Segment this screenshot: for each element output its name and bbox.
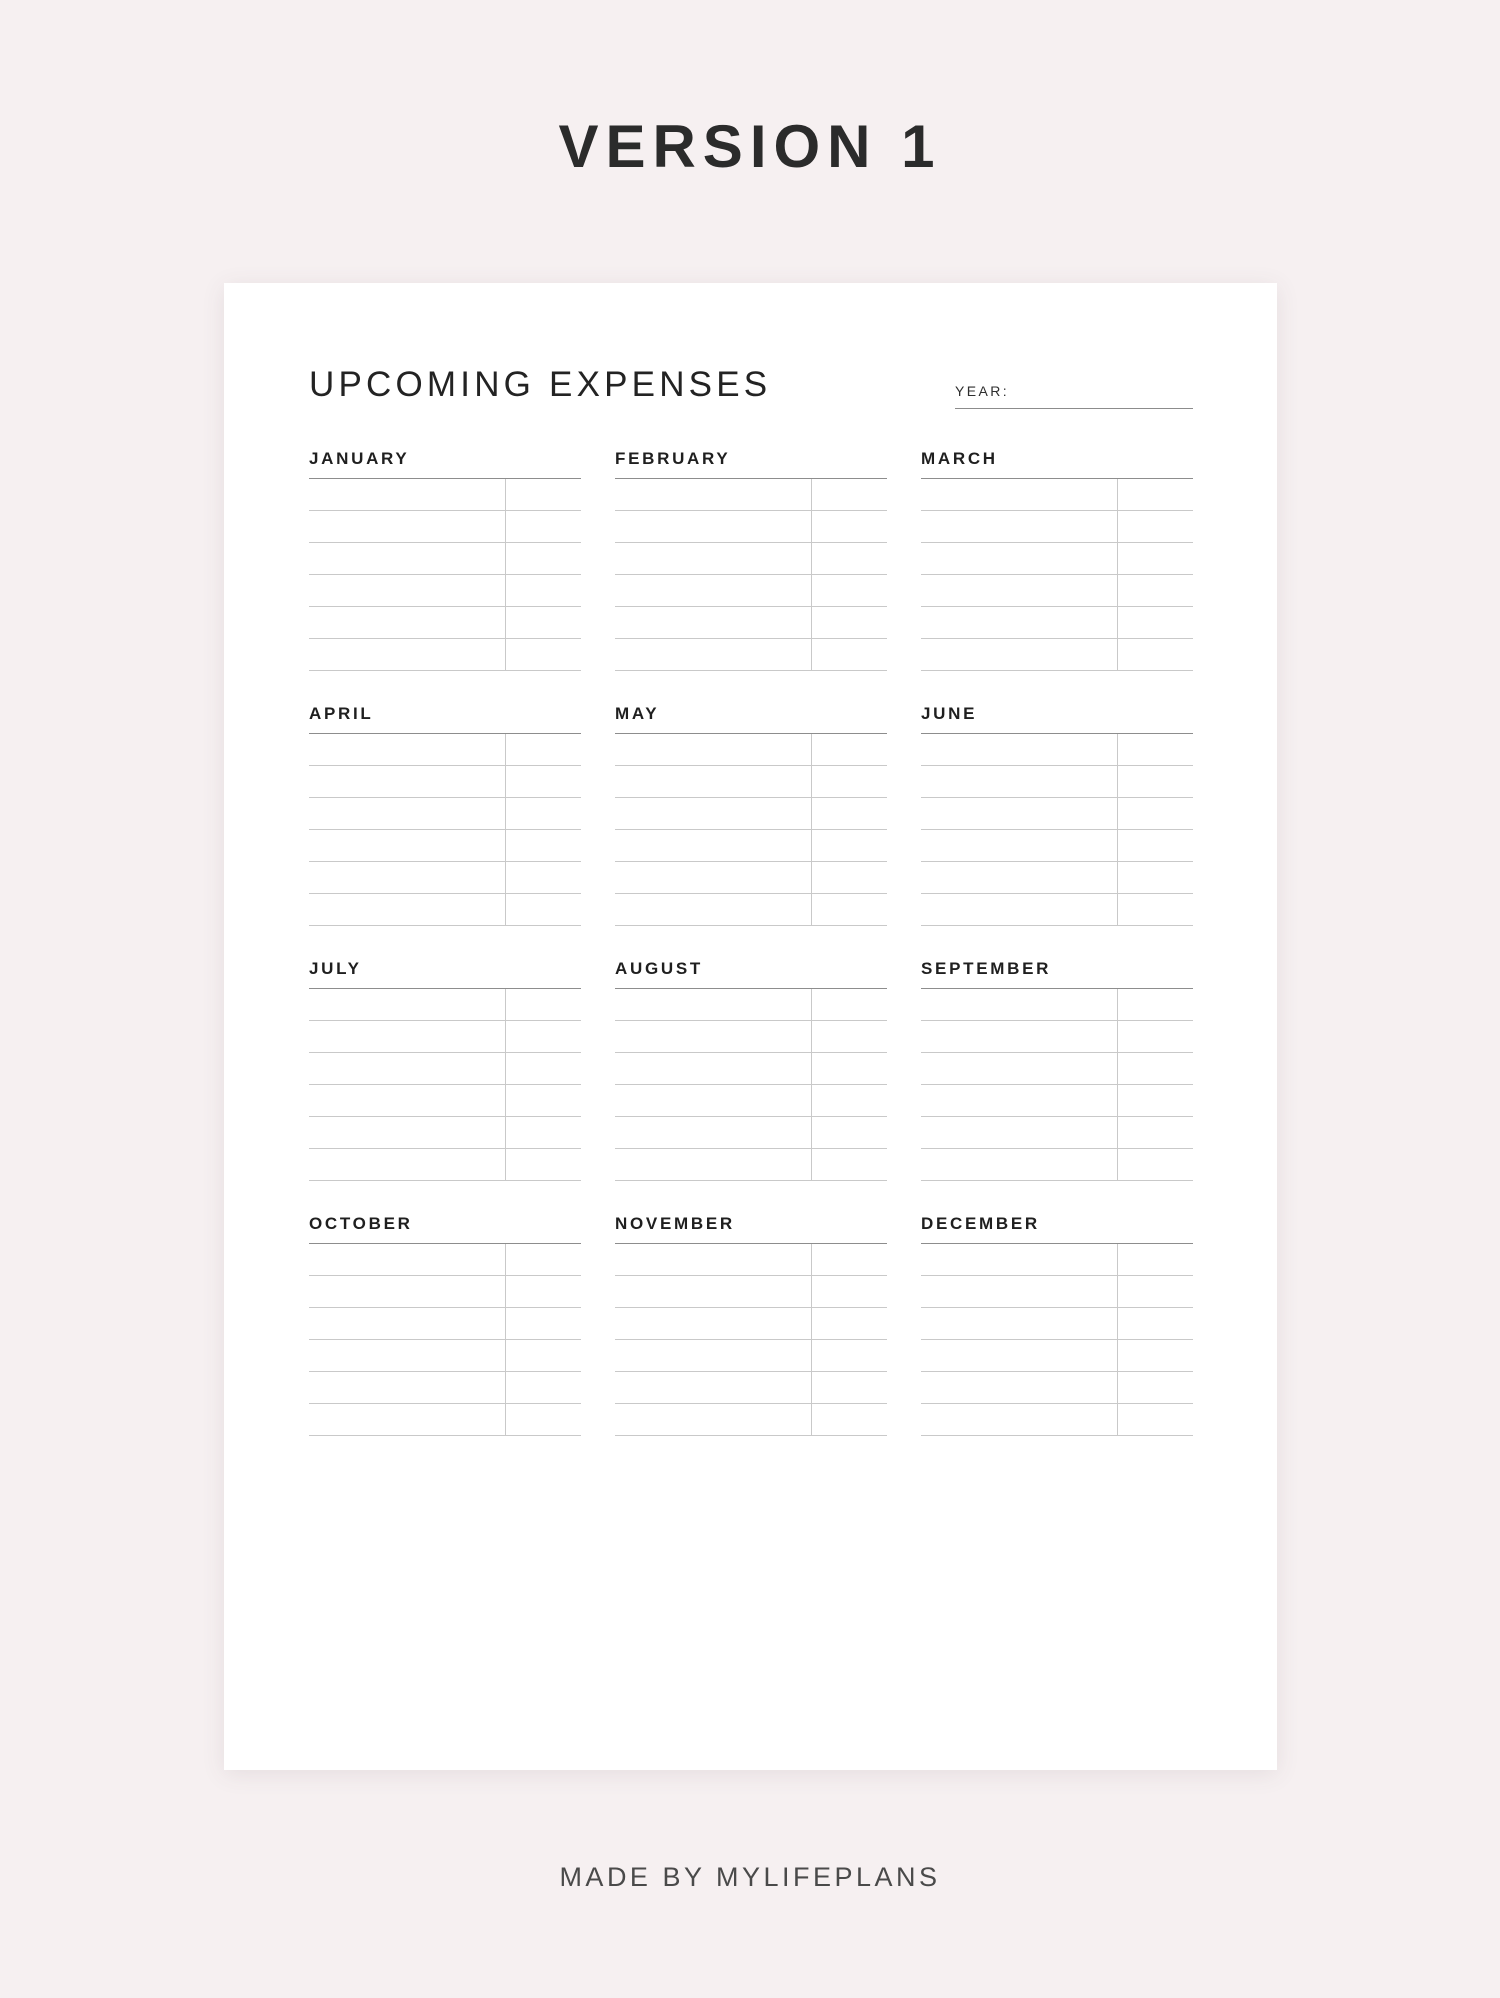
table-row bbox=[309, 1308, 581, 1340]
document-title: UPCOMING EXPENSES bbox=[309, 365, 772, 404]
year-field[interactable] bbox=[955, 383, 1193, 409]
expense-description-cell[interactable] bbox=[615, 1340, 811, 1372]
expense-description-cell[interactable] bbox=[309, 830, 505, 862]
table-row bbox=[309, 1053, 581, 1085]
expense-amount-cell[interactable] bbox=[811, 734, 887, 766]
expense-description-cell[interactable] bbox=[615, 1053, 811, 1085]
table-row bbox=[615, 575, 887, 607]
expense-amount-cell[interactable] bbox=[811, 607, 887, 639]
expense-amount-cell[interactable] bbox=[505, 894, 581, 926]
table-row bbox=[615, 989, 887, 1021]
expense-amount-cell[interactable] bbox=[505, 1149, 581, 1181]
expense-amount-cell[interactable] bbox=[505, 607, 581, 639]
month-entry-table[interactable] bbox=[615, 733, 887, 926]
expense-description-cell[interactable] bbox=[309, 1021, 505, 1053]
expense-amount-cell[interactable] bbox=[505, 1404, 581, 1436]
expense-description-cell[interactable] bbox=[309, 543, 505, 575]
month-block-july bbox=[309, 959, 581, 1181]
expense-description-cell[interactable] bbox=[921, 543, 1117, 575]
table-row bbox=[615, 1308, 887, 1340]
month-label: APRIL bbox=[309, 704, 374, 723]
expense-description-cell[interactable] bbox=[615, 798, 811, 830]
expense-description-cell[interactable] bbox=[309, 1117, 505, 1149]
expense-amount-cell[interactable] bbox=[1117, 543, 1193, 575]
expense-description-cell[interactable] bbox=[615, 1404, 811, 1436]
table-row bbox=[309, 862, 581, 894]
table-row bbox=[615, 543, 887, 575]
expense-description-cell[interactable] bbox=[309, 511, 505, 543]
expense-description-cell[interactable] bbox=[921, 639, 1117, 671]
expense-description-cell[interactable] bbox=[309, 1244, 505, 1276]
table-row bbox=[615, 862, 887, 894]
expense-description-cell[interactable] bbox=[309, 639, 505, 671]
expense-description-cell[interactable] bbox=[615, 1308, 811, 1340]
expense-description-cell[interactable] bbox=[309, 1053, 505, 1085]
month-entry-table[interactable] bbox=[615, 478, 887, 671]
expense-amount-cell[interactable] bbox=[811, 894, 887, 926]
expense-amount-cell[interactable] bbox=[505, 1021, 581, 1053]
month-entry-table[interactable] bbox=[309, 733, 581, 926]
expense-amount-cell[interactable] bbox=[1117, 511, 1193, 543]
expense-amount-cell[interactable] bbox=[811, 1404, 887, 1436]
table-row bbox=[921, 734, 1193, 766]
month-block-january bbox=[309, 449, 581, 671]
month-entry-table[interactable] bbox=[309, 478, 581, 671]
expense-description-cell[interactable] bbox=[309, 989, 505, 1021]
table-row bbox=[615, 479, 887, 511]
expense-description-cell[interactable] bbox=[921, 1085, 1117, 1117]
table-row bbox=[921, 1244, 1193, 1276]
expense-description-cell[interactable] bbox=[921, 1117, 1117, 1149]
table-row bbox=[921, 1308, 1193, 1340]
expense-description-cell[interactable] bbox=[615, 639, 811, 671]
table-row bbox=[615, 1085, 887, 1117]
expense-amount-cell[interactable] bbox=[1117, 1308, 1193, 1340]
table-row bbox=[615, 1117, 887, 1149]
month-label: NOVEMBER bbox=[615, 1214, 735, 1233]
expense-amount-cell[interactable] bbox=[1117, 639, 1193, 671]
month-label: MAY bbox=[615, 704, 660, 723]
table-row bbox=[309, 511, 581, 543]
expense-description-cell[interactable] bbox=[921, 1244, 1117, 1276]
expense-description-cell[interactable] bbox=[615, 575, 811, 607]
expense-description-cell[interactable] bbox=[615, 1276, 811, 1308]
expense-description-cell[interactable] bbox=[309, 1276, 505, 1308]
table-row bbox=[615, 1021, 887, 1053]
table-row bbox=[921, 830, 1193, 862]
expense-description-cell[interactable] bbox=[309, 575, 505, 607]
expense-description-cell[interactable] bbox=[309, 1340, 505, 1372]
expense-description-cell[interactable] bbox=[309, 862, 505, 894]
month-entry-table[interactable] bbox=[309, 988, 581, 1181]
table-row bbox=[615, 830, 887, 862]
expense-description-cell[interactable] bbox=[615, 479, 811, 511]
expense-description-cell[interactable] bbox=[615, 1372, 811, 1404]
month-entry-table[interactable] bbox=[921, 733, 1193, 926]
expense-description-cell[interactable] bbox=[309, 479, 505, 511]
expense-amount-cell[interactable] bbox=[1117, 1276, 1193, 1308]
year-label: YEAR: bbox=[955, 383, 1010, 399]
table-row bbox=[309, 1244, 581, 1276]
expense-description-cell[interactable] bbox=[921, 830, 1117, 862]
expense-amount-cell[interactable] bbox=[811, 766, 887, 798]
expense-description-cell[interactable] bbox=[921, 511, 1117, 543]
expense-amount-cell[interactable] bbox=[1117, 766, 1193, 798]
expense-amount-cell[interactable] bbox=[811, 1053, 887, 1085]
table-row bbox=[921, 1404, 1193, 1436]
expense-description-cell[interactable] bbox=[615, 511, 811, 543]
expense-description-cell[interactable] bbox=[309, 894, 505, 926]
expense-amount-cell[interactable] bbox=[505, 543, 581, 575]
document-header bbox=[309, 361, 1193, 427]
expense-description-cell[interactable] bbox=[921, 1308, 1117, 1340]
expense-description-cell[interactable] bbox=[921, 1340, 1117, 1372]
expense-amount-cell[interactable] bbox=[811, 1085, 887, 1117]
expense-description-cell[interactable] bbox=[615, 766, 811, 798]
month-label: AUGUST bbox=[615, 959, 703, 978]
month-block-april bbox=[309, 704, 581, 926]
expense-description-cell[interactable] bbox=[615, 830, 811, 862]
month-label: FEBRUARY bbox=[615, 449, 731, 468]
expense-description-cell[interactable] bbox=[921, 989, 1117, 1021]
expense-amount-cell[interactable] bbox=[811, 862, 887, 894]
expense-amount-cell[interactable] bbox=[1117, 862, 1193, 894]
table-row bbox=[921, 1149, 1193, 1181]
expense-amount-cell[interactable] bbox=[811, 1276, 887, 1308]
month-label: JANUARY bbox=[309, 449, 410, 468]
expense-amount-cell[interactable] bbox=[811, 1244, 887, 1276]
table-row bbox=[921, 639, 1193, 671]
expense-amount-cell[interactable] bbox=[505, 798, 581, 830]
expense-description-cell[interactable] bbox=[921, 1276, 1117, 1308]
expense-description-cell[interactable] bbox=[615, 1149, 811, 1181]
expense-description-cell[interactable] bbox=[921, 894, 1117, 926]
table-row bbox=[309, 1021, 581, 1053]
expense-amount-cell[interactable] bbox=[811, 1372, 887, 1404]
sheet-content bbox=[309, 361, 1193, 1469]
expense-amount-cell[interactable] bbox=[1117, 1021, 1193, 1053]
month-block-december bbox=[921, 1214, 1193, 1436]
expense-amount-cell[interactable] bbox=[811, 1308, 887, 1340]
table-row bbox=[921, 1117, 1193, 1149]
expense-amount-cell[interactable] bbox=[505, 1244, 581, 1276]
table-row bbox=[309, 1085, 581, 1117]
expense-amount-cell[interactable] bbox=[505, 1276, 581, 1308]
expense-amount-cell[interactable] bbox=[1117, 734, 1193, 766]
expense-amount-cell[interactable] bbox=[1117, 830, 1193, 862]
table-row bbox=[921, 511, 1193, 543]
expense-amount-cell[interactable] bbox=[1117, 1372, 1193, 1404]
expense-description-cell[interactable] bbox=[615, 894, 811, 926]
expense-description-cell[interactable] bbox=[309, 1149, 505, 1181]
expense-amount-cell[interactable] bbox=[811, 989, 887, 1021]
month-entry-table[interactable] bbox=[921, 1243, 1193, 1436]
expense-description-cell[interactable] bbox=[921, 1053, 1117, 1085]
expense-amount-cell[interactable] bbox=[811, 1149, 887, 1181]
table-row bbox=[309, 830, 581, 862]
expense-amount-cell[interactable] bbox=[811, 479, 887, 511]
expense-amount-cell[interactable] bbox=[505, 734, 581, 766]
table-row bbox=[309, 1276, 581, 1308]
expense-description-cell[interactable] bbox=[615, 607, 811, 639]
expense-description-cell[interactable] bbox=[921, 607, 1117, 639]
expense-description-cell[interactable] bbox=[921, 1372, 1117, 1404]
expense-description-cell[interactable] bbox=[309, 798, 505, 830]
months-grid bbox=[309, 449, 1193, 1469]
expense-amount-cell[interactable] bbox=[505, 1308, 581, 1340]
expense-amount-cell[interactable] bbox=[505, 989, 581, 1021]
table-row bbox=[615, 894, 887, 926]
expense-amount-cell[interactable] bbox=[1117, 1117, 1193, 1149]
table-row bbox=[615, 1404, 887, 1436]
table-row bbox=[309, 894, 581, 926]
expense-description-cell[interactable] bbox=[615, 734, 811, 766]
expense-description-cell[interactable] bbox=[309, 734, 505, 766]
expense-description-cell[interactable] bbox=[921, 1021, 1117, 1053]
expense-description-cell[interactable] bbox=[615, 1117, 811, 1149]
table-row bbox=[921, 575, 1193, 607]
table-row bbox=[309, 1149, 581, 1181]
expense-amount-cell[interactable] bbox=[1117, 1053, 1193, 1085]
month-block-june bbox=[921, 704, 1193, 926]
expense-amount-cell[interactable] bbox=[811, 1021, 887, 1053]
month-entry-table[interactable] bbox=[615, 1243, 887, 1436]
expense-amount-cell[interactable] bbox=[811, 543, 887, 575]
table-row bbox=[921, 1340, 1193, 1372]
expense-description-cell[interactable] bbox=[615, 543, 811, 575]
expense-amount-cell[interactable] bbox=[1117, 894, 1193, 926]
table-row bbox=[921, 1021, 1193, 1053]
month-entry-table[interactable] bbox=[921, 988, 1193, 1181]
table-row bbox=[309, 766, 581, 798]
table-row bbox=[309, 575, 581, 607]
page-title: VERSION 1 bbox=[558, 113, 942, 180]
month-label: JUNE bbox=[921, 704, 978, 723]
footer-credit: MADE BY MYLIFEPLANS bbox=[559, 1862, 941, 1892]
table-row bbox=[921, 1085, 1193, 1117]
table-row bbox=[309, 1404, 581, 1436]
expense-amount-cell[interactable] bbox=[505, 1372, 581, 1404]
expense-amount-cell[interactable] bbox=[505, 1053, 581, 1085]
table-row bbox=[921, 543, 1193, 575]
table-row bbox=[921, 798, 1193, 830]
table-row bbox=[921, 862, 1193, 894]
expense-amount-cell[interactable] bbox=[1117, 1340, 1193, 1372]
table-row bbox=[309, 639, 581, 671]
table-row bbox=[615, 511, 887, 543]
table-row bbox=[615, 1244, 887, 1276]
table-row bbox=[615, 639, 887, 671]
expense-amount-cell[interactable] bbox=[811, 511, 887, 543]
expense-amount-cell[interactable] bbox=[811, 1340, 887, 1372]
expense-description-cell[interactable] bbox=[309, 1308, 505, 1340]
expense-amount-cell[interactable] bbox=[1117, 607, 1193, 639]
expense-amount-cell[interactable] bbox=[505, 575, 581, 607]
table-row bbox=[309, 798, 581, 830]
table-row bbox=[921, 1372, 1193, 1404]
expense-amount-cell[interactable] bbox=[811, 1117, 887, 1149]
expense-amount-cell[interactable] bbox=[811, 575, 887, 607]
expense-description-cell[interactable] bbox=[615, 1085, 811, 1117]
month-label: SEPTEMBER bbox=[921, 959, 1052, 978]
table-row bbox=[615, 798, 887, 830]
expense-description-cell[interactable] bbox=[309, 607, 505, 639]
expense-amount-cell[interactable] bbox=[1117, 989, 1193, 1021]
table-row bbox=[309, 1117, 581, 1149]
expense-description-cell[interactable] bbox=[309, 766, 505, 798]
expense-description-cell[interactable] bbox=[615, 1021, 811, 1053]
expense-amount-cell[interactable] bbox=[505, 479, 581, 511]
expense-amount-cell[interactable] bbox=[1117, 1404, 1193, 1436]
expense-description-cell[interactable] bbox=[921, 734, 1117, 766]
expense-description-cell[interactable] bbox=[309, 1372, 505, 1404]
month-block-november bbox=[615, 1214, 887, 1436]
table-row bbox=[921, 989, 1193, 1021]
expense-description-cell[interactable] bbox=[309, 1404, 505, 1436]
month-label: OCTOBER bbox=[309, 1214, 413, 1233]
month-block-may bbox=[615, 704, 887, 926]
month-block-august bbox=[615, 959, 887, 1181]
expense-amount-cell[interactable] bbox=[505, 639, 581, 671]
expense-description-cell[interactable] bbox=[921, 862, 1117, 894]
table-row bbox=[921, 607, 1193, 639]
expense-amount-cell[interactable] bbox=[505, 766, 581, 798]
table-row bbox=[615, 607, 887, 639]
expense-description-cell[interactable] bbox=[921, 766, 1117, 798]
expense-amount-cell[interactable] bbox=[505, 1117, 581, 1149]
table-row bbox=[921, 1053, 1193, 1085]
expense-description-cell[interactable] bbox=[615, 862, 811, 894]
table-row bbox=[921, 766, 1193, 798]
table-row bbox=[615, 1372, 887, 1404]
month-entry-table[interactable] bbox=[309, 1243, 581, 1436]
table-row bbox=[615, 766, 887, 798]
month-label: JULY bbox=[309, 959, 362, 978]
expense-amount-cell[interactable] bbox=[1117, 1244, 1193, 1276]
expense-amount-cell[interactable] bbox=[1117, 1149, 1193, 1181]
month-block-october bbox=[309, 1214, 581, 1436]
expense-description-cell[interactable] bbox=[921, 479, 1117, 511]
expense-amount-cell[interactable] bbox=[1117, 575, 1193, 607]
expense-description-cell[interactable] bbox=[615, 1244, 811, 1276]
expense-description-cell[interactable] bbox=[921, 1404, 1117, 1436]
month-block-september bbox=[921, 959, 1193, 1181]
table-row bbox=[309, 479, 581, 511]
expense-description-cell[interactable] bbox=[309, 1085, 505, 1117]
expense-amount-cell[interactable] bbox=[505, 1085, 581, 1117]
table-row bbox=[615, 1276, 887, 1308]
expense-description-cell[interactable] bbox=[921, 575, 1117, 607]
expense-description-cell[interactable] bbox=[921, 1149, 1117, 1181]
expense-amount-cell[interactable] bbox=[1117, 479, 1193, 511]
table-row bbox=[615, 1340, 887, 1372]
printable-sheet bbox=[224, 283, 1277, 1770]
expense-amount-cell[interactable] bbox=[505, 1340, 581, 1372]
table-row bbox=[309, 1372, 581, 1404]
expense-description-cell[interactable] bbox=[921, 798, 1117, 830]
expense-amount-cell[interactable] bbox=[1117, 798, 1193, 830]
expense-amount-cell[interactable] bbox=[505, 862, 581, 894]
table-row bbox=[615, 734, 887, 766]
table-row bbox=[309, 607, 581, 639]
month-block-march bbox=[921, 449, 1193, 671]
table-row bbox=[921, 894, 1193, 926]
expense-description-cell[interactable] bbox=[615, 989, 811, 1021]
month-label: DECEMBER bbox=[921, 1214, 1040, 1233]
table-row bbox=[615, 1053, 887, 1085]
month-block-february bbox=[615, 449, 887, 671]
table-row bbox=[921, 479, 1193, 511]
expense-amount-cell[interactable] bbox=[505, 511, 581, 543]
expense-amount-cell[interactable] bbox=[505, 830, 581, 862]
expense-amount-cell[interactable] bbox=[811, 639, 887, 671]
expense-amount-cell[interactable] bbox=[811, 798, 887, 830]
table-row bbox=[309, 734, 581, 766]
table-row bbox=[309, 989, 581, 1021]
table-row bbox=[921, 1276, 1193, 1308]
table-row bbox=[309, 1340, 581, 1372]
month-entry-table[interactable] bbox=[615, 988, 887, 1181]
table-row bbox=[615, 1149, 887, 1181]
month-entry-table[interactable] bbox=[921, 478, 1193, 671]
expense-amount-cell[interactable] bbox=[811, 830, 887, 862]
month-label: MARCH bbox=[921, 449, 998, 468]
table-row bbox=[309, 543, 581, 575]
expense-amount-cell[interactable] bbox=[1117, 1085, 1193, 1117]
